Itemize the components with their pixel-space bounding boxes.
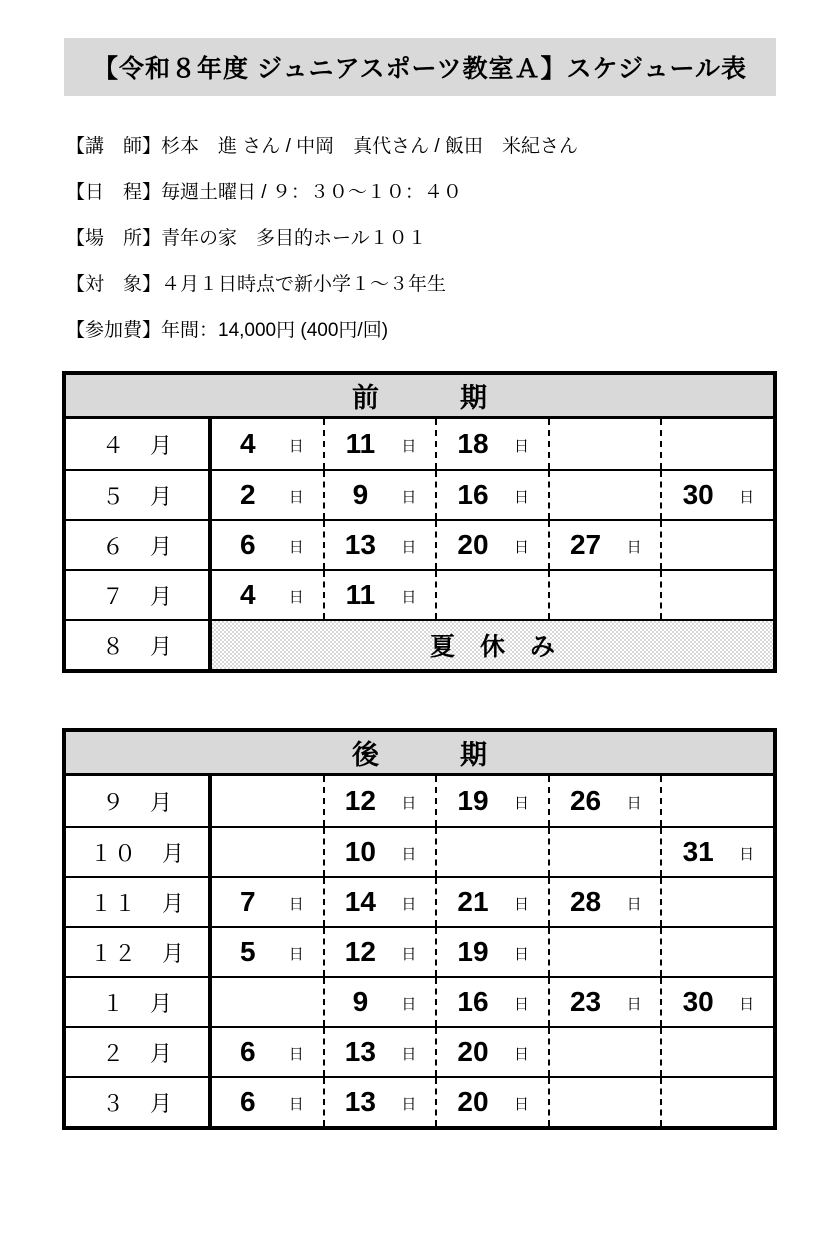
day-unit: 日	[401, 1095, 417, 1113]
day-cell	[660, 1078, 773, 1126]
day-number: 23	[569, 986, 602, 1017]
day-cell	[435, 571, 548, 619]
month-cell	[66, 471, 212, 519]
table-row	[66, 776, 773, 826]
day-number: 16	[457, 479, 489, 510]
table-row-summer-break	[66, 619, 773, 669]
info-line-instructor	[66, 121, 839, 167]
month-cell	[66, 521, 212, 569]
day-number: 10	[344, 836, 376, 867]
day-unit: 日	[513, 794, 529, 812]
day-cell	[212, 878, 323, 926]
day-cell	[212, 521, 323, 569]
table-row	[66, 469, 773, 519]
month-number: １０	[89, 840, 138, 866]
table-row	[66, 1076, 773, 1126]
info-line-schedule	[66, 167, 839, 213]
day-cell	[548, 571, 661, 619]
day-unit: 日	[288, 588, 304, 606]
day-cell	[435, 828, 548, 876]
day-unit: 日	[739, 488, 755, 506]
day-cell	[323, 471, 436, 519]
day-number: 7	[239, 886, 256, 917]
day-cell	[548, 419, 661, 469]
month-unit: 月	[150, 789, 173, 815]
info-label: 【参加費】	[66, 319, 162, 341]
day-number: 6	[239, 529, 256, 560]
day-unit: 日	[513, 945, 529, 963]
info-value: 青年の家 多目的ホール１０１	[161, 227, 427, 249]
info-label: 【日 程】	[66, 181, 162, 203]
day-number: 6	[239, 1036, 256, 1067]
day-unit: 日	[288, 1045, 304, 1063]
summer-break-cell	[212, 621, 773, 669]
day-cell	[548, 928, 661, 976]
day-unit: 日	[739, 845, 755, 863]
day-cell	[323, 419, 436, 469]
day-unit: 日	[401, 945, 417, 963]
day-number: 20	[457, 1036, 489, 1067]
month-unit: 月	[162, 840, 185, 866]
month-unit: 月	[150, 1040, 173, 1066]
document-title-banner	[64, 38, 776, 96]
day-unit: 日	[513, 488, 529, 506]
summer-break-label: 夏 休 み	[429, 633, 555, 661]
month-cell	[66, 621, 212, 669]
month-cell	[66, 776, 212, 826]
day-unit: 日	[401, 794, 417, 812]
day-number: 11	[345, 428, 376, 459]
day-cell	[435, 776, 548, 826]
day-cell	[212, 928, 323, 976]
month-cell	[66, 928, 212, 976]
table-row	[66, 419, 773, 469]
info-label: 【講 師】	[66, 135, 162, 157]
day-unit: 日	[401, 895, 417, 913]
month-unit: 月	[150, 432, 173, 458]
day-unit: 日	[401, 995, 417, 1013]
day-unit: 日	[513, 437, 529, 455]
day-cell	[323, 828, 436, 876]
day-cell	[660, 471, 773, 519]
day-cell	[212, 571, 323, 619]
day-cell	[660, 978, 773, 1026]
day-cell	[548, 776, 661, 826]
day-cell	[435, 419, 548, 469]
month-number: ８	[101, 633, 126, 659]
day-unit: 日	[513, 995, 529, 1013]
month-unit: 月	[150, 533, 173, 559]
day-number: 20	[457, 1086, 489, 1117]
day-cell	[660, 1028, 773, 1076]
day-unit: 日	[626, 538, 642, 556]
day-number: 19	[457, 785, 489, 816]
month-number: １２	[89, 940, 138, 966]
day-cell	[212, 978, 323, 1026]
day-cell	[323, 928, 436, 976]
day-number: 13	[344, 1086, 376, 1117]
info-value: ４月１日時点で新小学１～３年生	[161, 273, 447, 295]
day-number: 19	[457, 936, 489, 967]
day-number: 12	[344, 785, 376, 816]
day-unit: 日	[401, 1045, 417, 1063]
day-unit: 日	[513, 538, 529, 556]
day-unit: 日	[626, 895, 642, 913]
table-row	[66, 519, 773, 569]
day-cell	[548, 471, 661, 519]
day-cell	[212, 1028, 323, 1076]
day-unit: 日	[401, 437, 417, 455]
day-cell	[323, 521, 436, 569]
day-number: 31	[682, 836, 714, 867]
month-number: ２	[101, 1040, 126, 1066]
day-cell	[548, 828, 661, 876]
month-number: １１	[89, 890, 138, 916]
info-line-fee	[66, 305, 839, 351]
table-header-second-half	[66, 732, 773, 776]
day-cell	[323, 1078, 436, 1126]
day-number: 21	[457, 886, 489, 917]
month-number: ４	[101, 432, 126, 458]
month-number: ５	[101, 483, 126, 509]
day-number: 26	[569, 785, 602, 816]
day-unit: 日	[513, 1095, 529, 1113]
month-unit: 月	[150, 990, 173, 1016]
month-cell	[66, 978, 212, 1026]
day-cell	[660, 878, 773, 926]
schedule-table-first-half	[62, 371, 777, 673]
month-unit: 月	[150, 583, 173, 609]
info-list	[66, 121, 839, 351]
day-cell	[435, 471, 548, 519]
day-cell	[548, 1078, 661, 1126]
month-unit: 月	[162, 890, 185, 916]
month-number: １	[101, 990, 126, 1016]
day-cell	[323, 878, 436, 926]
day-cell	[435, 1028, 548, 1076]
table-row	[66, 826, 773, 876]
day-unit: 日	[401, 588, 417, 606]
day-cell	[323, 978, 436, 1026]
day-number: 30	[682, 479, 714, 510]
day-cell	[660, 571, 773, 619]
month-number: ３	[101, 1090, 126, 1116]
day-cell	[660, 776, 773, 826]
info-label: 【場 所】	[66, 227, 162, 249]
info-value: 杉本 進 さん / 中岡 真代さん / 飯田 米紀さん	[161, 135, 578, 157]
day-number: 18	[457, 428, 489, 459]
day-unit: 日	[626, 794, 642, 812]
day-cell	[212, 471, 323, 519]
day-cell	[212, 1078, 323, 1126]
day-number: 11	[345, 579, 376, 610]
day-cell	[548, 978, 661, 1026]
day-number: 14	[344, 886, 376, 917]
day-number: 6	[239, 1086, 256, 1117]
day-cell	[435, 878, 548, 926]
table-row	[66, 569, 773, 619]
day-unit: 日	[288, 895, 304, 913]
day-cell	[212, 419, 323, 469]
day-cell	[435, 928, 548, 976]
table-header-label: 前 期	[352, 383, 487, 413]
month-cell	[66, 571, 212, 619]
day-number: 12	[344, 936, 376, 967]
day-unit: 日	[513, 895, 529, 913]
day-cell	[323, 776, 436, 826]
day-number: 2	[239, 479, 256, 510]
day-number: 9	[352, 986, 369, 1017]
table-row	[66, 1026, 773, 1076]
day-number: 16	[457, 986, 489, 1017]
day-number: 5	[239, 936, 256, 967]
day-number: 9	[352, 479, 369, 510]
day-unit: 日	[401, 845, 417, 863]
day-unit: 日	[401, 488, 417, 506]
day-unit: 日	[288, 1095, 304, 1113]
month-cell	[66, 878, 212, 926]
day-number: 20	[457, 529, 489, 560]
table-row	[66, 926, 773, 976]
month-unit: 月	[162, 940, 185, 966]
document-title: 【令和８年度 ジュニアスポーツ教室Ａ】スケジュール表	[93, 55, 747, 83]
day-cell	[660, 928, 773, 976]
day-cell	[548, 1028, 661, 1076]
month-cell	[66, 1028, 212, 1076]
day-number: 13	[344, 529, 376, 560]
day-cell	[212, 828, 323, 876]
day-unit: 日	[401, 538, 417, 556]
day-cell	[548, 521, 661, 569]
day-cell	[660, 419, 773, 469]
day-cell	[435, 978, 548, 1026]
day-number: 4	[239, 579, 256, 610]
day-unit: 日	[626, 995, 642, 1013]
day-unit: 日	[288, 945, 304, 963]
month-number: ７	[101, 583, 126, 609]
day-number: 28	[569, 886, 602, 917]
day-cell	[660, 828, 773, 876]
table-header-first-half	[66, 375, 773, 419]
info-line-target	[66, 259, 839, 305]
day-unit: 日	[288, 538, 304, 556]
info-value: 毎週土曜日 / ９：３０～１０：４０	[161, 181, 462, 203]
table-header-label: 後 期	[352, 740, 487, 770]
info-value: 年間：14,000円 (400円/回)	[161, 319, 389, 341]
day-cell	[548, 878, 661, 926]
day-cell	[323, 571, 436, 619]
day-cell	[660, 521, 773, 569]
month-cell	[66, 419, 212, 469]
info-label: 【対 象】	[66, 273, 162, 295]
day-cell	[435, 1078, 548, 1126]
day-unit: 日	[513, 1045, 529, 1063]
month-number: ９	[101, 789, 126, 815]
info-line-place	[66, 213, 839, 259]
table-body-second-half	[66, 776, 773, 1126]
day-unit: 日	[288, 437, 304, 455]
table-body-first-half	[66, 419, 773, 669]
day-number: 4	[239, 428, 256, 459]
day-cell	[323, 1028, 436, 1076]
day-unit: 日	[288, 488, 304, 506]
month-unit: 月	[150, 1090, 173, 1116]
day-cell	[435, 521, 548, 569]
month-unit: 月	[150, 633, 173, 659]
table-row	[66, 976, 773, 1026]
month-cell	[66, 1078, 212, 1126]
day-number: 30	[682, 986, 714, 1017]
schedule-table-second-half	[62, 728, 777, 1130]
table-row	[66, 876, 773, 926]
day-number: 27	[569, 529, 602, 560]
day-number: 13	[344, 1036, 376, 1067]
month-cell	[66, 828, 212, 876]
month-unit: 月	[150, 483, 173, 509]
day-unit: 日	[739, 995, 755, 1013]
day-cell	[212, 776, 323, 826]
month-number: ６	[101, 533, 126, 559]
